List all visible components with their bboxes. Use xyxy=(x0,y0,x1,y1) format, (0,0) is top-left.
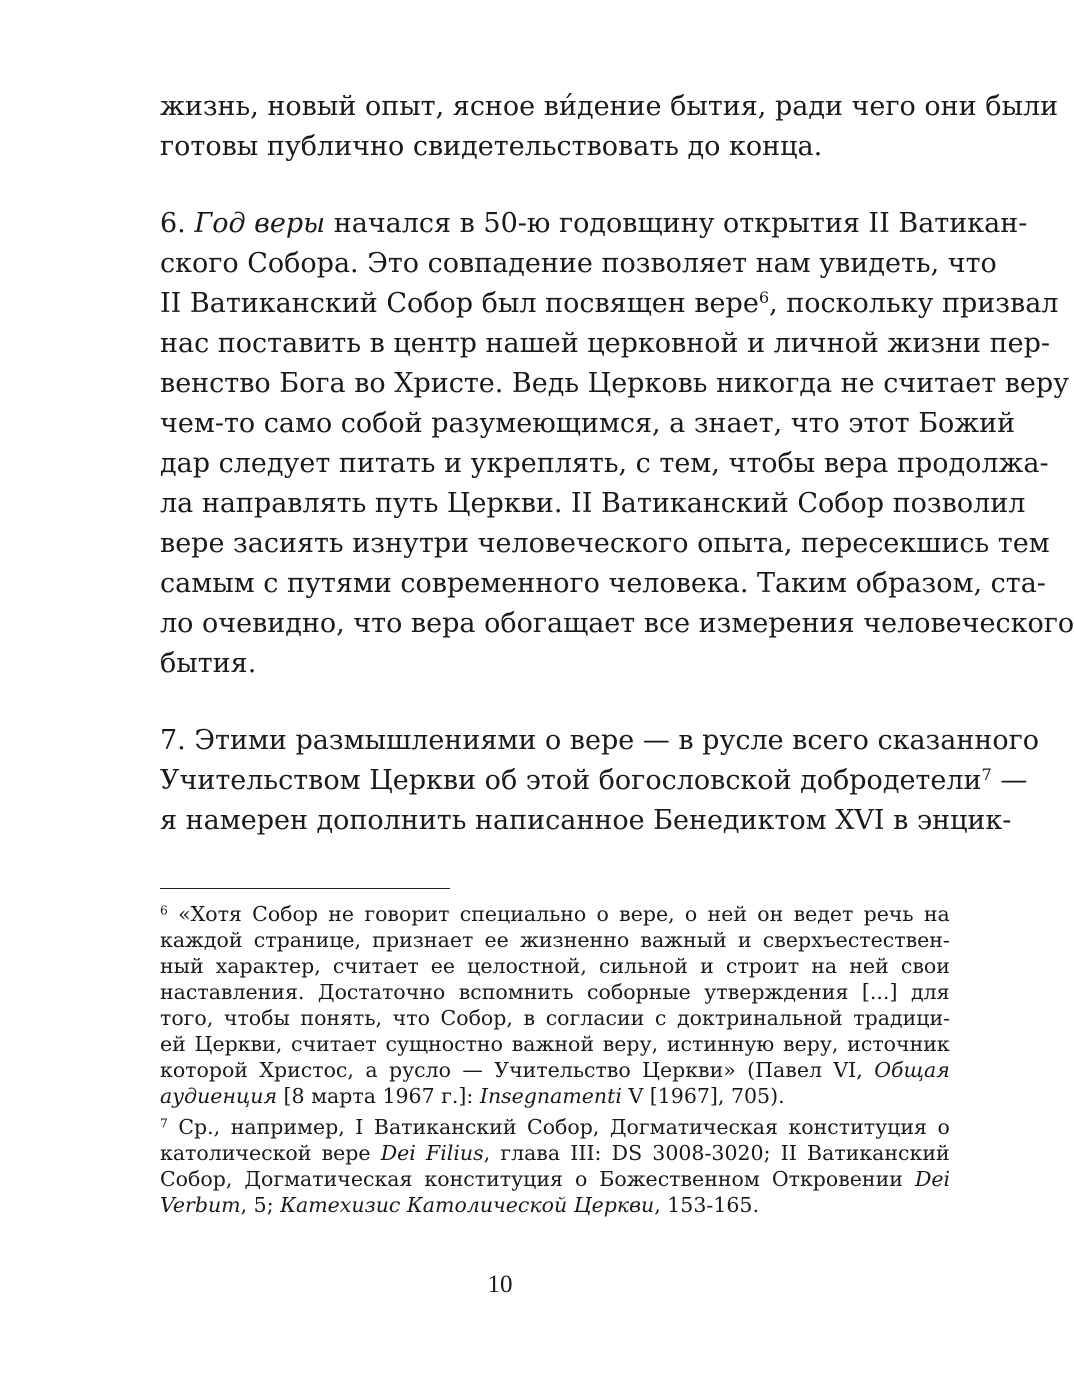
italic-text: Insegnamenti xyxy=(479,1084,622,1108)
footnote-marker: 6 xyxy=(160,903,168,918)
italic-text: Dei Filius xyxy=(380,1141,484,1165)
italic-text: аудиенция xyxy=(160,1084,278,1108)
text-line: 6. Год веры начался в 50-ю годовщину открытия II Ватикан- xyxy=(160,208,1028,239)
footnote-line: $^6$ «Хотя Собор не говорит специально о вере, о ней он ведет речь на xyxy=(160,902,950,926)
footnote-line: $^7$ Ср., например, I Ватиканский Собор, Догматическая конституция о xyxy=(160,1115,950,1139)
footnote-line: католической вере Dei Filius, глава III: DS 3008-3020; II Ватиканский xyxy=(160,1141,950,1165)
footnote-line: аудиенция [8 марта 1967 г.]: Insegnamenti V [1967], 705). xyxy=(160,1084,785,1108)
footnote-marker: 6 xyxy=(758,288,770,308)
text-line: ла направлять путь Церкви. II Ватиканский Собор позволил xyxy=(160,488,1026,519)
italic-text: Общая xyxy=(874,1058,950,1082)
footnote-line: Verbum, 5; Катехизис Католической Церкви, 153-165. xyxy=(160,1193,759,1217)
page-number: 10 xyxy=(487,1271,513,1298)
footnote-marker: 7 xyxy=(160,1116,168,1131)
text-line: II Ватиканский Собор был посвящен вере$^6$, поскольку призвал xyxy=(160,288,1059,319)
footnote-line: наставления. Достаточно вспомнить соборные утверждения [...] для xyxy=(160,980,950,1004)
italic-text: Год веры xyxy=(194,208,326,239)
footnote-separator xyxy=(160,888,450,889)
text-line: ло очевидно, что вера обогащает все измерения человеческого xyxy=(160,608,1074,639)
footnote-line: которой Христос, а русло — Учительство Церкви» (Павел VI, Общая xyxy=(160,1058,950,1082)
footnote-line: каждой странице, признает ее жизненно важный и сверхъестествен- xyxy=(160,928,950,952)
text-line: готовы публично свидетельствовать до конца. xyxy=(160,131,823,162)
italic-text: Катехизис Католической Церкви xyxy=(280,1193,655,1217)
footnote-line: ей Церкви, считает сущностно важной веру, истинную веру, источник xyxy=(160,1032,950,1056)
text-line: бытия. xyxy=(160,648,257,679)
text-line: чем-то само собой разумеющимся, а знает, что этот Божий xyxy=(160,408,1016,439)
text-line: Учительством Церкви об этой богословской добродетели$^7$ — xyxy=(160,765,1028,796)
text-line: вере засиять изнутри человеческого опыта, пересекшись тем xyxy=(160,528,1050,559)
footnote-line: того, чтобы понять, что Собор, в согласии с доктринальной традици- xyxy=(160,1006,951,1030)
text-line: 7. Этими размышлениями о вере — в русле всего сказанного xyxy=(160,725,1040,756)
footnote-line: ный характер, считает ее целостной, сильной и строит на ней свои xyxy=(160,954,950,978)
footnote-marker: 7 xyxy=(981,765,992,785)
italic-text: Verbum xyxy=(160,1193,241,1217)
footnote-line: Собор, Догматическая конституция о Божественном Откровении Dei xyxy=(160,1167,951,1191)
text-line: нас поставить в центр нашей церковной и личной жизни пер- xyxy=(160,328,1050,359)
italic-text: Dei xyxy=(914,1167,951,1191)
text-line: ского Собора. Это совпадение позволяет нам увидеть, что xyxy=(160,248,997,279)
text-line: жизнь, новый опыт, ясное ви́дение бытия, ради чего они были xyxy=(160,91,1059,122)
text-line: я намерен дополнить написанное Бенедиктом XVI в энцик- xyxy=(160,805,1012,836)
text-line: самым с путями современного человека. Таким образом, ста- xyxy=(160,568,1046,599)
text-line: дар следует питать и укреплять, с тем, чтобы вера продолжа- xyxy=(160,448,1049,479)
text-line: венство Бога во Христе. Ведь Церковь никогда не считает веру xyxy=(160,368,1070,399)
